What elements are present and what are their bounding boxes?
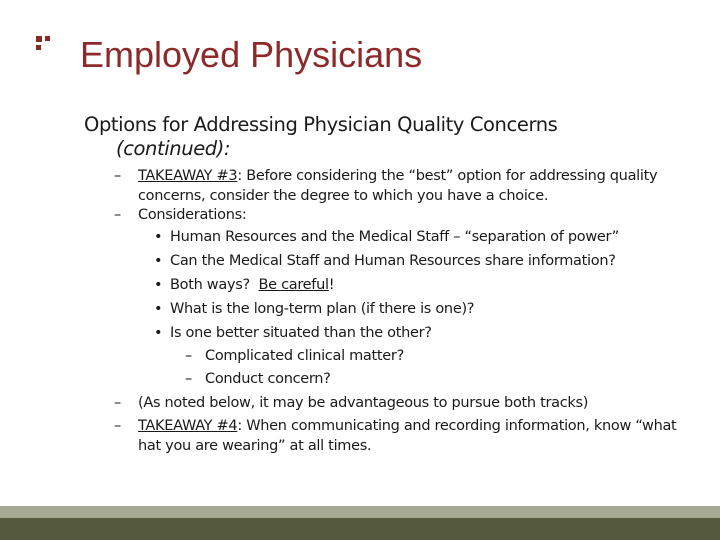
list-item-takeaway-4 [114, 417, 684, 456]
be-careful-text: Be careful [258, 276, 329, 293]
sub-item-text: Complicated clinical matter? [205, 347, 404, 364]
bullet-item [154, 225, 684, 249]
dash-marker: – [114, 168, 121, 184]
logo-icon [36, 36, 52, 52]
slide-content [84, 113, 684, 456]
list-item-considerations [114, 206, 684, 226]
bullet-item [154, 249, 684, 273]
bullet-item [154, 273, 684, 297]
list-item-both-tracks [114, 394, 684, 414]
footer-bar-light [0, 506, 720, 518]
sub-item [185, 368, 684, 392]
bullet-marker: • [154, 300, 163, 317]
bullet-text: Can the Medical Staff and Human Resources share information? [170, 252, 616, 269]
item-text: Considerations: [138, 207, 247, 223]
sub-item [185, 345, 684, 369]
bullet-text: Both ways? [170, 276, 259, 293]
slide-title: Employed Physicians [80, 34, 423, 75]
bullet-marker: • [154, 228, 163, 245]
item-text: (As noted below, it may be advantageous to pursue both tracks) [138, 394, 589, 411]
item-text: : Before considering the “best” option for addressing quality concerns, consider the degree to which you have a choice. [138, 168, 658, 204]
dash-marker: – [185, 347, 192, 364]
footer-bar-dark [0, 518, 720, 540]
item-list [114, 167, 684, 456]
bullet-marker: • [154, 276, 163, 293]
sub-item-text: Conduct concern? [205, 371, 331, 387]
bullet-item [154, 321, 684, 345]
dash-marker: – [114, 207, 121, 223]
dash-marker: – [185, 371, 192, 387]
heading-continued: (continued): [116, 137, 231, 160]
sub-item-list [185, 345, 684, 392]
bullet-marker: • [154, 324, 163, 341]
heading-text: Options for Addressing Physician Quality Concerns [84, 113, 558, 136]
bullet-text: Is one better situated than the other? [170, 324, 432, 341]
bullet-text: What is the long-term plan (if there is one)? [170, 300, 475, 317]
bullet-list [154, 225, 684, 392]
list-item-takeaway-3 [114, 167, 684, 206]
slide-heading [84, 113, 684, 161]
dash-marker: – [114, 418, 121, 434]
takeaway-label: TAKEAWAY #3 [138, 168, 238, 184]
bullet-text-end: ! [328, 276, 335, 293]
item-text: : When communicating and recording information, know “what hat you are wearing” at all times. [138, 418, 677, 454]
bullet-marker: • [154, 252, 163, 269]
bullet-item [154, 297, 684, 321]
dash-marker: – [114, 394, 121, 411]
takeaway-label: TAKEAWAY #4 [138, 418, 238, 434]
bullet-text: Human Resources and the Medical Staff – “separation of power” [170, 228, 620, 245]
